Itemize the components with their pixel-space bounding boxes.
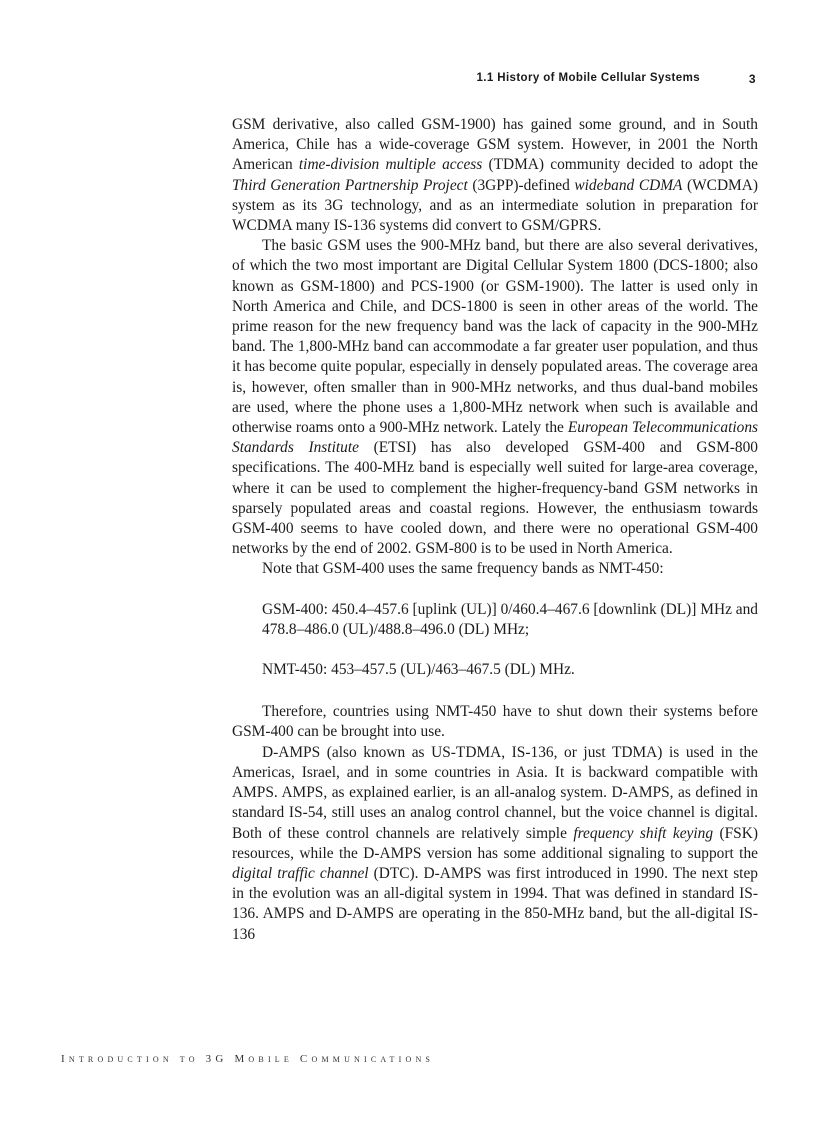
paragraph-5: D-AMPS (also known as US-TDMA, IS-136, or just TDMA) is used in the Americas, Israel, and in some countries in Asia. It is backward compatible with AMPS. AMPS, as explained earlier, is an all-analog system. D-AMPS, as defined in standard IS-54, still uses an analog control channel, but the voice channel is digital. Both of these control channels are relatively simple frequency shift keying (FSK) resources, while the D-AMPS version has some additional signaling to support the digital traffic channel (DTC). D-AMPS was first introduced in 1990. The next step in the evolution was an all-digital system in 1994. That was defined in standard IS-136. AMPS and D-AMPS are operating in the 850-MHz band, but the all-digital IS-136 [232,743,758,943]
section-title: 1.1 History of Mobile Cellular Systems [476,72,700,84]
formula-nmt-450: NMT-450: 453–457.5 (UL)/463–467.5 (DL) MHz. [262,661,575,679]
term-fsk: frequency shift keying [573,824,714,842]
paragraph-3: Note that GSM-400 uses the same frequency bands as NMT-450: [262,560,664,578]
term-dtc: digital traffic channel [232,864,369,882]
formula-gsm-400: GSM-400: 450.4–457.6 [uplink (UL)] 0/460.4–467.6 [downlink (DL)] MHz and 478.8–486.0 (UL)/488.8–496.0 (DL) MHz; [262,600,758,638]
paragraph-4: Therefore, countries using NMT-450 have to shut down their systems before GSM-400 can be brought into use. [232,703,758,741]
paragraph-1: GSM derivative, also called GSM-1900) has gained some ground, and in South America, Chile has a wide-coverage GSM system. However, in 2001 the North American time-division multiple access (TDMA) community decided to adopt the Third Generation Partnership Project (3GPP)-defined wideband CDMA (WCDMA) system as its 3G technology, and as an intermediate solution in preparation for WCDMA many IS-136 systems did convert to GSM/GPRS. [232,116,758,235]
term-3gpp: Third Generation Partnership Project [232,176,468,194]
term-tdma: time-division multiple access [298,156,483,174]
footer-book-title: Introduction to 3G Mobile Communications [61,1053,435,1065]
paragraph-2: The basic GSM uses the 900-MHz band, but there are also several derivatives, of which the two most important are Digital Cellular System 1800 (DCS-1800; also known as GSM-1800) and PCS-1900 (or GSM-1900). The latter is used only in North America and Chile, and DCS-1800 is seen in other areas of the world. The prime reason for the new frequency band was the lack of capacity in the 900-MHz band. The 1,800-MHz band can accommodate a far greater user population, and thus it has become quite popular, especially in densely populated areas. The coverage area is, however, often smaller than in 900-MHz networks, and thus dual-band mobiles are used, where the phone uses a 1,800-MHz network when such is available and otherwise roams onto a 900-MHz network. Lately the European Telecommunications Standards Institute (ETSI) has also developed GSM-400 and GSM-800 specifications. The 400-MHz band is especially well suited for large-area coverage, where it can be used to complement the higher-frequency-band GSM networks in sparsely populated areas and coastal regions. However, the enthusiasm towards GSM-400 seems to have cooled down, and there were no operational GSM-400 networks by the end of 2002. GSM-800 is to be used in North America. [232,237,759,558]
term-etsi: European Telecommunications Standards Institute [232,419,759,457]
body-text [232,115,758,945]
term-wcdma: wideband CDMA [574,176,683,194]
page-number: 3 [748,72,756,86]
